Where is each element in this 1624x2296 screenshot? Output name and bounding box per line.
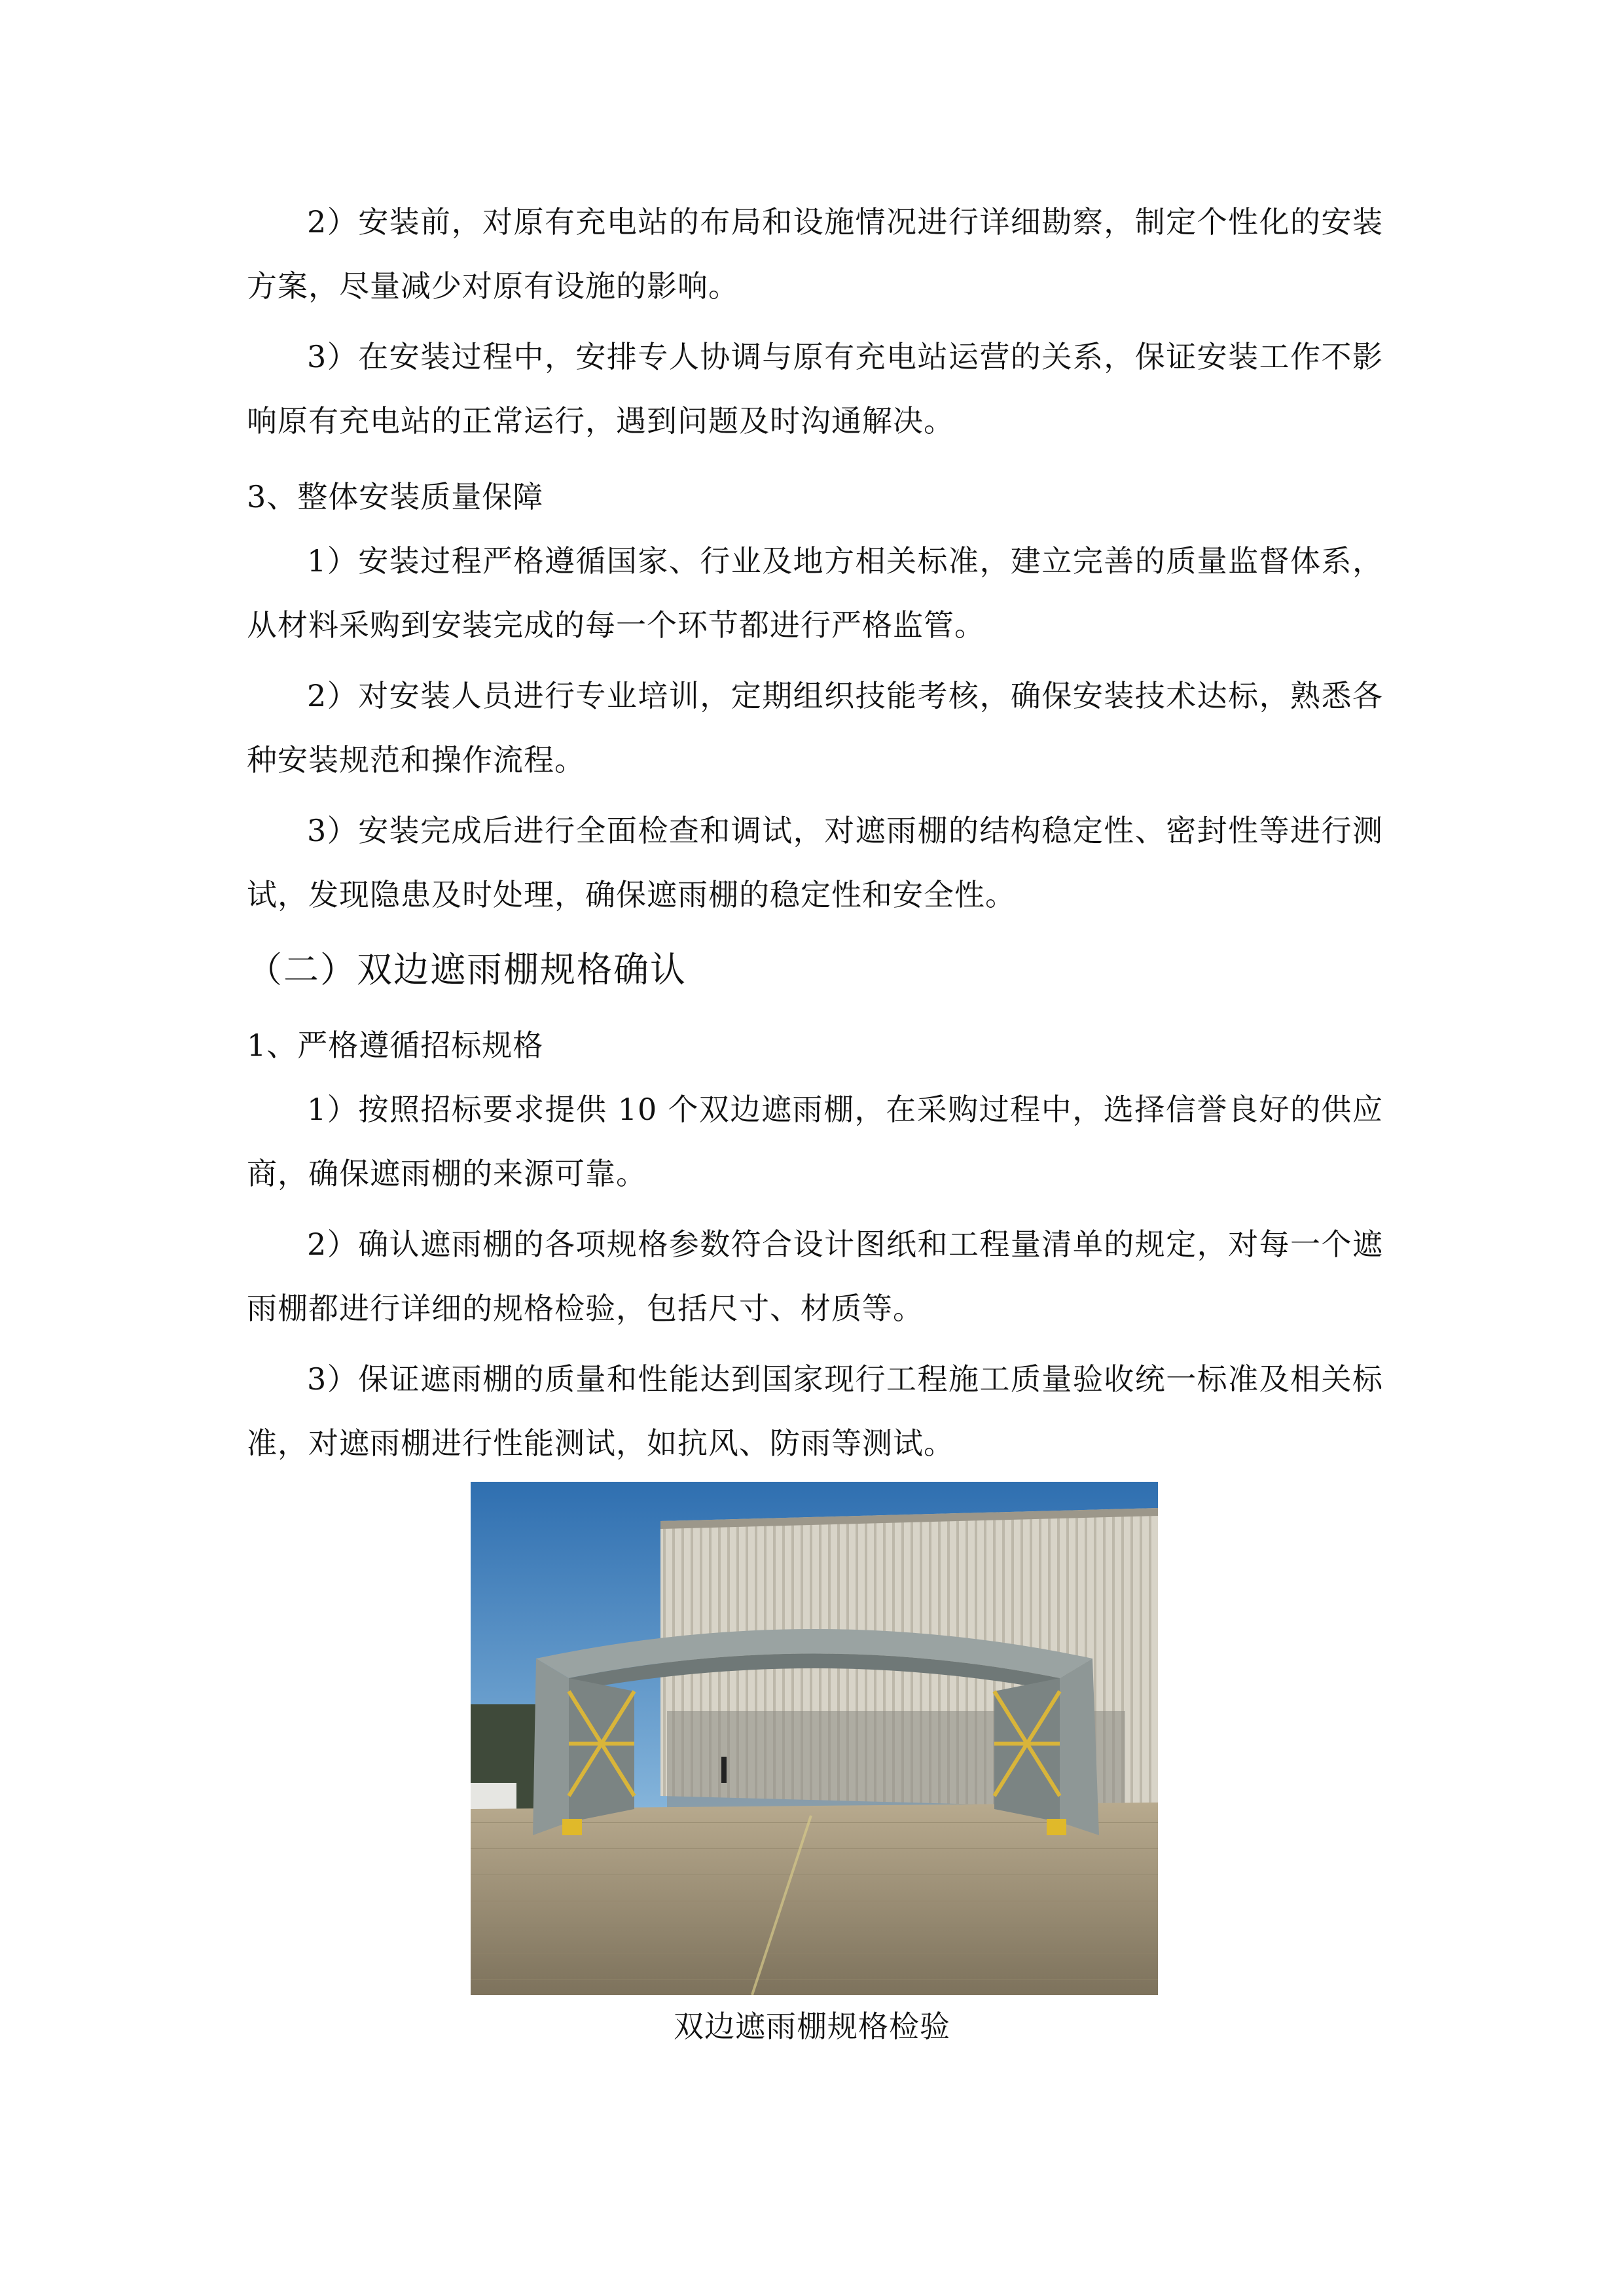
document-body bbox=[247, 190, 1383, 1475]
section-heading-spec: （二）双边遮雨棚规格确认 bbox=[247, 949, 687, 990]
paragraph-spec-confirm: 2）确认遮雨棚的各项规格参数符合设计图纸和工程量清单的规定，对每一个遮雨棚都进行详细的规格检验，包括尺寸、材质等。 bbox=[247, 1227, 1383, 1326]
paragraph-install-coordination: 3）在安装过程中，安排专人协调与原有充电站运营的关系，保证安装工作不影响原有充电站的正常运行，遇到问题及时沟通解决。 bbox=[247, 339, 1383, 439]
subsection-heading-tender: 1、严格遵循招标规格 bbox=[247, 1028, 544, 1063]
figure-caption: 双边遮雨棚规格检验 bbox=[674, 2009, 950, 2044]
section-heading-quality: 3、整体安装质量保障 bbox=[247, 479, 544, 514]
paragraph-spec-supply: 1）按照招标要求提供 10 个双边遮雨棚，在采购过程中，选择信誉良好的供应商，确保遮雨棚的来源可靠。 bbox=[247, 1092, 1383, 1191]
paragraph-spec-performance: 3）保证遮雨棚的质量和性能达到国家现行工程施工质量验收统一标准及相关标准，对遮雨棚进行性能测试，如抗风、防雨等测试。 bbox=[247, 1361, 1383, 1461]
paragraph-quality-standards: 1）安装过程严格遵循国家、行业及地方相关标准，建立完善的质量监督体系，从材料采购到安装完成的每一个环节都进行严格监管。 bbox=[247, 543, 1383, 643]
canopy-photo-illustration bbox=[471, 1482, 1158, 1995]
paragraph-install-survey: 2）安装前，对原有充电站的布局和设施情况进行详细勘察，制定个性化的安装方案，尽量减少对原有设施的影响。 bbox=[247, 204, 1383, 304]
paragraph-quality-training: 2）对安装人员进行专业培训，定期组织技能考核，确保安装技术达标，熟悉各种安装规范和操作流程。 bbox=[247, 678, 1383, 778]
paragraph-quality-testing: 3）安装完成后进行全面检查和调试，对遮雨棚的结构稳定性、密封性等进行测试，发现隐患及时处理，确保遮雨棚的稳定性和安全性。 bbox=[247, 813, 1383, 912]
canopy-photo bbox=[471, 1482, 1158, 1995]
